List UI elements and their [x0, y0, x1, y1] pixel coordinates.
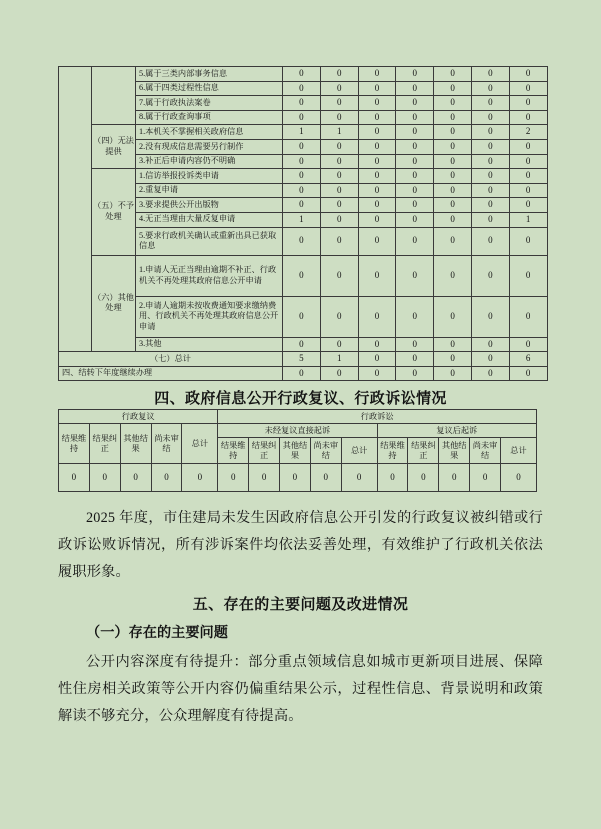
- value-cell-5: 0: [434, 67, 472, 82]
- value-cell-7: 0: [509, 255, 547, 296]
- value-cell-3: 0: [358, 183, 396, 198]
- value-cell-4: 0: [396, 212, 434, 227]
- subheading-main-problems: （一）存在的主要问题: [86, 625, 228, 641]
- carryover-value-cell-3: 0: [358, 366, 396, 381]
- mid-group-header-2: 复议后起诉: [377, 424, 536, 438]
- header-cell-11: 结果维持: [377, 438, 408, 464]
- 行政复议行政诉讼情况表-wrapper: [58, 409, 537, 492]
- carryover-label-cell: 四、结转下年度继续办理: [59, 366, 283, 381]
- value-cell-2: 0: [320, 81, 358, 96]
- value-cell-6: 0: [471, 96, 509, 111]
- value-cell-5: 0: [434, 183, 472, 198]
- value-cell-2: 0: [320, 110, 358, 125]
- value-cell-15: 0: [501, 464, 537, 492]
- header-cell-3: 其他结果: [120, 424, 151, 464]
- header-cell-9: 尚未审结: [310, 438, 341, 464]
- table-row: [59, 255, 548, 296]
- item-label-cell: 2.申请人逾期未按收费通知要求缴纳费用、行政机关不再处理其政府信息公开申请: [136, 296, 283, 337]
- value-cell-11: 0: [377, 464, 408, 492]
- item-label-cell: 7.属于行政执法案卷: [136, 96, 283, 111]
- mid-group-header-1: 未经复议直接起诉: [218, 424, 377, 438]
- value-cell-5: 0: [434, 110, 472, 125]
- value-cell-4: 0: [396, 198, 434, 213]
- value-cell-2: 0: [320, 67, 358, 82]
- value-cell-2: 0: [320, 198, 358, 213]
- value-cell-3: 0: [358, 227, 396, 255]
- value-cell-4: 0: [396, 296, 434, 337]
- value-cell-6: 0: [471, 110, 509, 125]
- total-value-cell-6: 0: [471, 352, 509, 367]
- value-cell-4: 0: [396, 81, 434, 96]
- value-cell-1: 0: [283, 81, 321, 96]
- value-cell-6: 0: [471, 296, 509, 337]
- value-cell-4: 0: [396, 169, 434, 184]
- 申请处理情况表-wrapper: [58, 66, 547, 381]
- value-cell-5: 0: [182, 464, 218, 492]
- header-cell-13: 其他结果: [439, 438, 470, 464]
- group-label-cell: （六）其他处理: [92, 255, 136, 352]
- header-cell-15: 总计: [501, 438, 537, 464]
- table-header-row-top: [59, 410, 537, 424]
- value-cell-3: 0: [358, 212, 396, 227]
- value-cell-3: 0: [358, 125, 396, 140]
- value-cell-7: 1: [509, 212, 547, 227]
- value-cell-1: 1: [283, 125, 321, 140]
- value-cell-4: 0: [151, 464, 182, 492]
- value-cell-5: 0: [434, 154, 472, 169]
- 申请处理情况表: [58, 66, 548, 381]
- value-cell-3: 0: [358, 255, 396, 296]
- carryover-value-cell-7: 0: [509, 366, 547, 381]
- row-spacer-cell: [59, 67, 92, 352]
- value-cell-6: 0: [471, 337, 509, 352]
- value-cell-1: 1: [283, 212, 321, 227]
- value-cell-7: 0: [509, 198, 547, 213]
- item-label-cell: 2.没有现成信息需要另行制作: [136, 139, 283, 154]
- item-label-cell: 6.属于四类过程性信息: [136, 81, 283, 96]
- group-label-cell: （四）无法提供: [92, 125, 136, 169]
- value-cell-4: 0: [396, 183, 434, 198]
- value-cell-1: 0: [283, 154, 321, 169]
- value-cell-4: 0: [396, 110, 434, 125]
- value-cell-2: 0: [320, 296, 358, 337]
- value-cell-7: 0: [509, 169, 547, 184]
- item-label-cell: 5.属于三类内部事务信息: [136, 67, 283, 82]
- value-cell-3: 0: [358, 110, 396, 125]
- value-cell-2: 0: [320, 212, 358, 227]
- section-heading-5: 五、存在的主要问题及改进情况: [192, 596, 409, 613]
- total-value-cell-7: 6: [509, 352, 547, 367]
- value-cell-2: 0: [320, 183, 358, 198]
- value-cell-5: 0: [434, 227, 472, 255]
- value-cell-10: 0: [341, 464, 377, 492]
- header-cell-6: 结果维持: [218, 438, 249, 464]
- top-group-header-2: 行政诉讼: [218, 410, 537, 424]
- value-cell-3: 0: [358, 169, 396, 184]
- total-value-cell-3: 0: [358, 352, 396, 367]
- top-group-header-1: 行政复议: [59, 410, 218, 424]
- value-cell-4: 0: [396, 255, 434, 296]
- table-header-row-mid: [59, 424, 537, 438]
- value-cell-7: 0: [509, 110, 547, 125]
- item-label-cell: 8.属于行政查询事项: [136, 110, 283, 125]
- carryover-value-cell-1: 0: [283, 366, 321, 381]
- table-carryover-row: [59, 366, 548, 381]
- total-value-cell-1: 5: [283, 352, 321, 367]
- header-cell-10: 总计: [341, 438, 377, 464]
- value-cell-1: 0: [283, 255, 321, 296]
- table-row: [59, 169, 548, 184]
- value-cell-6: 0: [218, 464, 249, 492]
- value-cell-4: 0: [396, 154, 434, 169]
- value-cell-1: 0: [283, 139, 321, 154]
- value-cell-6: 0: [471, 154, 509, 169]
- header-cell-1: 结果维持: [59, 424, 90, 464]
- value-cell-2: 0: [320, 227, 358, 255]
- value-cell-6: 0: [471, 227, 509, 255]
- value-cell-14: 0: [470, 464, 501, 492]
- value-cell-6: 0: [471, 67, 509, 82]
- item-label-cell: 1.本机关不掌握相关政府信息: [136, 125, 283, 140]
- total-value-cell-2: 1: [320, 352, 358, 367]
- value-cell-4: 0: [396, 96, 434, 111]
- value-cell-5: 0: [434, 96, 472, 111]
- value-cell-13: 0: [439, 464, 470, 492]
- value-cell-2: 0: [320, 255, 358, 296]
- group-label-cell: （五）不予处理: [92, 169, 136, 255]
- value-cell-4: 0: [396, 337, 434, 352]
- value-cell-6: 0: [471, 139, 509, 154]
- value-cell-5: 0: [434, 212, 472, 227]
- value-cell-6: 0: [471, 169, 509, 184]
- table-total-row: [59, 352, 548, 367]
- value-cell-3: 0: [358, 139, 396, 154]
- value-cell-5: 0: [434, 337, 472, 352]
- value-cell-5: 0: [434, 139, 472, 154]
- value-cell-7: 2: [509, 125, 547, 140]
- value-cell-3: 0: [358, 67, 396, 82]
- value-cell-1: 0: [283, 183, 321, 198]
- value-cell-3: 0: [358, 81, 396, 96]
- value-cell-7: 0: [509, 183, 547, 198]
- group-label-cell: [92, 67, 136, 125]
- value-cell-5: 0: [434, 198, 472, 213]
- item-label-cell: 2.重复申请: [136, 183, 283, 198]
- item-label-cell: 3.其他: [136, 337, 283, 352]
- value-cell-2: 0: [320, 337, 358, 352]
- table-body: [59, 410, 537, 492]
- value-cell-2: 0: [320, 96, 358, 111]
- value-cell-1: 0: [283, 198, 321, 213]
- value-cell-4: 0: [396, 125, 434, 140]
- paragraph-main-problems: 公开内容深度有待提升：部分重点领域信息如城市更新项目进展、保障性住房相关政策等公开内容仍偏重结果公示，过程性信息、背景说明和政策解读不够充分，公众理解度有待提高。: [58, 654, 543, 724]
- value-cell-6: 0: [471, 81, 509, 96]
- value-cell-4: 0: [396, 227, 434, 255]
- value-cell-9: 0: [310, 464, 341, 492]
- paragraph-review-litigation-summary: 2025 年度，市住建局未发生因政府信息公开引发的行政复议被纠错或行政诉讼败诉情况，所有涉诉案件均依法妥善处理，有效维护了行政机关依法履职形象。: [58, 510, 543, 580]
- value-cell-6: 0: [471, 125, 509, 140]
- value-cell-3: 0: [358, 96, 396, 111]
- value-cell-3: 0: [358, 154, 396, 169]
- item-label-cell: 3.要求提供公开出版物: [136, 198, 283, 213]
- value-cell-7: 0: [249, 464, 280, 492]
- 行政复议行政诉讼情况表: [58, 409, 537, 492]
- value-cell-2: 0: [320, 139, 358, 154]
- value-cell-3: 0: [358, 337, 396, 352]
- value-cell-4: 0: [396, 67, 434, 82]
- value-cell-7: 0: [509, 296, 547, 337]
- table-body: [59, 67, 548, 381]
- value-cell-1: 0: [283, 227, 321, 255]
- header-cell-8: 其他结果: [280, 438, 311, 464]
- value-cell-3: 0: [120, 464, 151, 492]
- value-cell-1: 0: [283, 110, 321, 125]
- header-cell-7: 结果纠正: [249, 438, 280, 464]
- value-cell-1: 0: [283, 96, 321, 111]
- item-label-cell: 5.要求行政机关确认或重新出具已获取信息: [136, 227, 283, 255]
- value-cell-5: 0: [434, 81, 472, 96]
- value-cell-6: 0: [471, 212, 509, 227]
- value-cell-3: 0: [358, 198, 396, 213]
- header-cell-4: 尚未审结: [151, 424, 182, 464]
- total-value-cell-5: 0: [434, 352, 472, 367]
- value-cell-4: 0: [396, 139, 434, 154]
- value-cell-1: 0: [283, 67, 321, 82]
- value-cell-2: 1: [320, 125, 358, 140]
- value-cell-2: 0: [89, 464, 120, 492]
- value-cell-7: 0: [509, 81, 547, 96]
- value-cell-7: 0: [509, 139, 547, 154]
- value-cell-2: 0: [320, 169, 358, 184]
- header-cell-14: 尚未审结: [470, 438, 501, 464]
- value-cell-2: 0: [320, 154, 358, 169]
- value-cell-1: 0: [283, 337, 321, 352]
- value-cell-1: 0: [283, 296, 321, 337]
- carryover-value-cell-5: 0: [434, 366, 472, 381]
- item-label-cell: 1.申请人无正当理由逾期不补正、行政机关不再处理其政府信息公开申请: [136, 255, 283, 296]
- table-row: [59, 67, 548, 82]
- value-cell-1: 0: [59, 464, 90, 492]
- value-cell-5: 0: [434, 125, 472, 140]
- header-cell-2: 结果纠正: [89, 424, 120, 464]
- carryover-value-cell-2: 0: [320, 366, 358, 381]
- value-cell-6: 0: [471, 183, 509, 198]
- value-cell-12: 0: [408, 464, 439, 492]
- value-cell-7: 0: [509, 154, 547, 169]
- item-label-cell: 4.无正当理由大量反复申请: [136, 212, 283, 227]
- header-cell-12: 结果纠正: [408, 438, 439, 464]
- total-label-cell: （七）总计: [59, 352, 283, 367]
- value-cell-6: 0: [471, 198, 509, 213]
- value-cell-7: 0: [509, 337, 547, 352]
- carryover-value-cell-4: 0: [396, 366, 434, 381]
- value-cell-6: 0: [471, 255, 509, 296]
- table-row: [59, 464, 537, 492]
- carryover-value-cell-6: 0: [471, 366, 509, 381]
- table-row: [59, 125, 548, 140]
- header-cell-5: 总计: [182, 424, 218, 464]
- value-cell-3: 0: [358, 296, 396, 337]
- value-cell-5: 0: [434, 169, 472, 184]
- value-cell-7: 0: [509, 67, 547, 82]
- total-value-cell-4: 0: [396, 352, 434, 367]
- value-cell-7: 0: [509, 227, 547, 255]
- value-cell-5: 0: [434, 296, 472, 337]
- value-cell-8: 0: [280, 464, 311, 492]
- item-label-cell: 1.信访举报投诉类申请: [136, 169, 283, 184]
- section-heading-4: 四、政府信息公开行政复议、行政诉讼情况: [154, 390, 447, 407]
- item-label-cell: 3.补正后申请内容仍不明确: [136, 154, 283, 169]
- value-cell-1: 0: [283, 169, 321, 184]
- value-cell-5: 0: [434, 255, 472, 296]
- value-cell-7: 0: [509, 96, 547, 111]
